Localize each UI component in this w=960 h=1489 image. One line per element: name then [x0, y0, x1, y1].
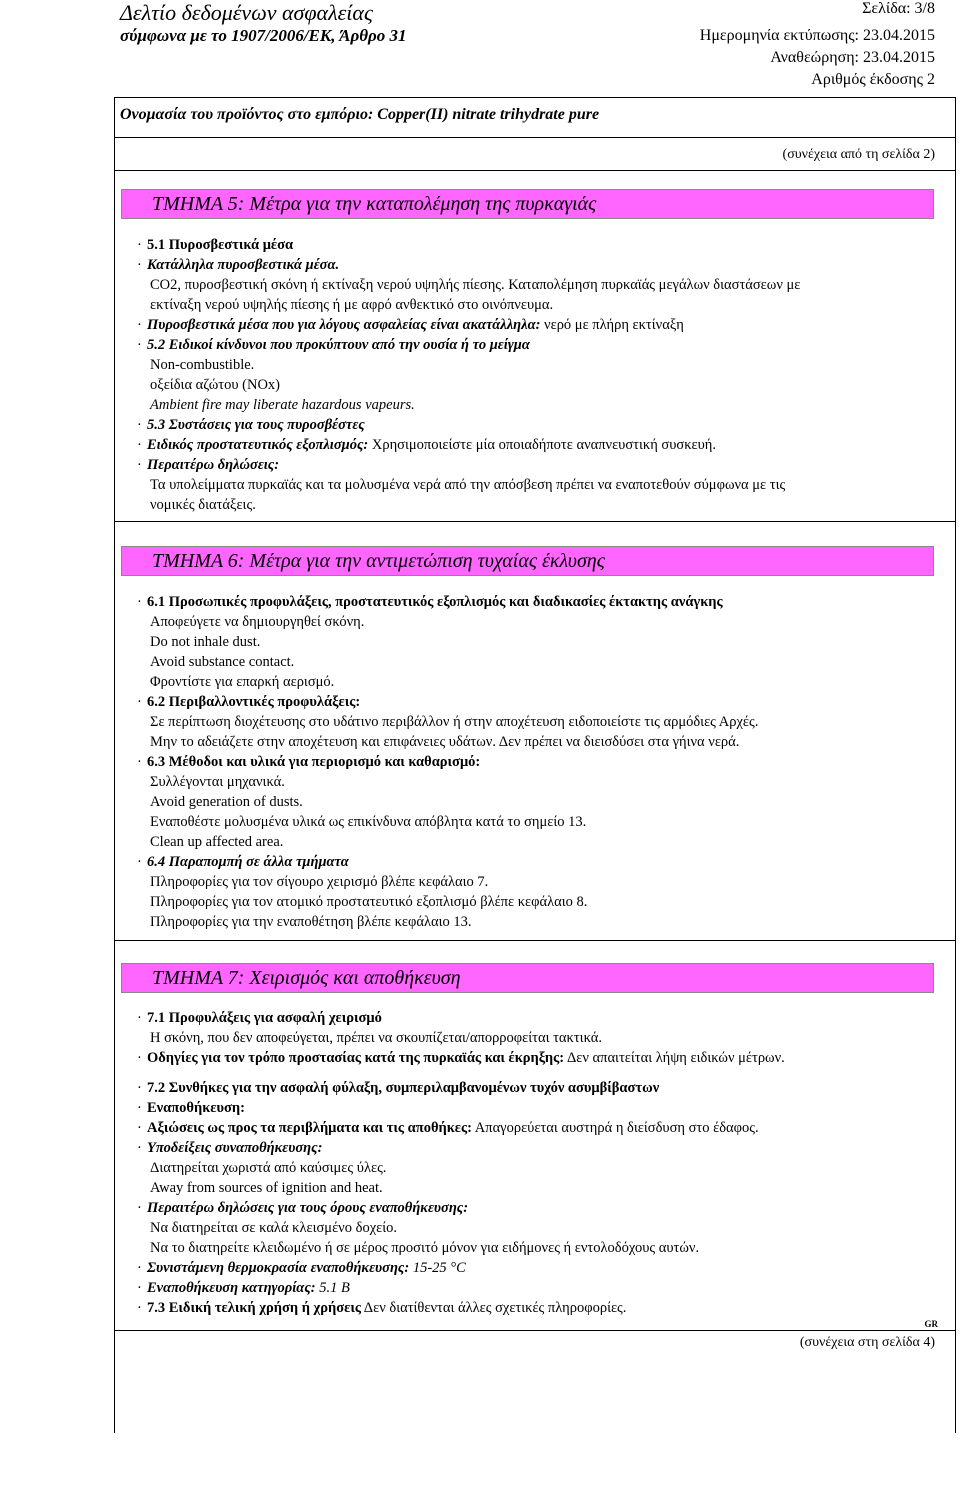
print-date: Ημερομηνία εκτύπωσης: 23.04.2015 — [699, 27, 935, 44]
hazard-text: Ambient fire may liberate hazardous vapeurs. — [150, 397, 415, 413]
section-5-title: ΤΜΗΜΑ 5: Μέτρα για την καταπολέμηση της πυρκαγιάς — [152, 193, 597, 215]
subsection-6-1: · 6.1 Προσωπικές προφυλάξεις, προστατευτικός εξοπλισμός και διαδικασίες έκτακτης ανάγκης — [137, 594, 723, 610]
subsection-6-2: · 6.2 Περιβαλλοντικές προφυλάξεις: — [137, 694, 361, 710]
page-number: Σελίδα: 3/8 — [862, 0, 935, 17]
divider — [114, 137, 956, 138]
product-name: Ονομασία του προϊόντος στο εμπόριο: Copper(II) nitrate trihydrate pure — [120, 106, 600, 123]
storage-class: · Εναποθήκευση κατηγορίας: 5.1 B — [137, 1280, 350, 1296]
divider — [114, 521, 956, 522]
subsection-6-4: · 6.4 Παραπομπή σε άλλα τμήματα — [137, 854, 349, 870]
storage-requirements: · Αξιώσεις ως προς τα περιβλήματα και τις αποθήκες: Απαγορεύεται αυστηρά η διείσδυση στο έδαφος. — [137, 1120, 759, 1136]
reference-text: Πληροφορίες για την εναποθέτηση βλέπε κεφάλαιο 13. — [150, 914, 472, 930]
subsection-7-1: · 7.1 Προφυλάξεις για ασφαλή χειρισμό — [137, 1010, 382, 1026]
further-info-text: νομικές διατάξεις. — [150, 497, 256, 513]
subsection-7-2: · 7.2 Συνθήκες για την ασφαλή φύλαξη, συμπεριλαμβανομένων τυχόν ασυμβίβαστων — [137, 1080, 660, 1096]
section-7-title: ΤΜΗΜΑ 7: Χειρισμός και αποθήκευση — [152, 967, 461, 989]
precaution-text: Φροντίστε για επαρκή αερισμό. — [150, 674, 335, 690]
fire-protection: · Οδηγίες για τον τρόπο προστασίας κατά της πυρκαϊάς και έκρηξης: Δεν απαιτείται λήψη ειδικών μέτρων. — [137, 1050, 785, 1066]
continued-to: (συνέχεια στη σελίδα 4) — [799, 1335, 935, 1350]
joint-storage-text: Away from sources of ignition and heat. — [150, 1180, 383, 1196]
section-6-header — [121, 546, 934, 576]
cleanup-text: Clean up affected area. — [150, 834, 284, 850]
document-title: Δελτίο δεδομένων ασφαλείας — [120, 0, 373, 25]
regulation-subtitle: σύμφωνα με το 1907/2006/ΕΚ, Άρθρο 31 — [120, 26, 407, 45]
hazard-text: οξείδια αζώτου (NOx) — [150, 377, 281, 393]
reference-text: Πληροφορίες για τον σίγουρο χειρισμό βλέπε κεφάλαιο 7. — [150, 874, 489, 890]
subsection-5-2: · 5.2 Ειδικοί κίνδυνοι που προκύπτουν από την ουσία ή το μείγμα — [137, 337, 530, 353]
further-info-text: Τα υπολείμματα πυρκαϊάς και τα μολυσμένα νερά από την απόσβεση πρέπει να εναποτεθούν σύμφωνα με τις — [150, 477, 786, 493]
unsuitable-media: · Πυροσβεστικά μέσα που για λόγους ασφαλείας είναι ακατάλληλα: νερό με πλήρη εκτίναξη — [137, 317, 684, 333]
section-7-header — [121, 963, 934, 993]
precaution-text: Αποφεύγετε να δημιουργηθεί σκόνη. — [150, 614, 365, 630]
divider — [114, 1330, 956, 1331]
divider — [114, 170, 956, 171]
reference-text: Πληροφορίες για τον ατομικό προστατευτικό εξοπλισμό βλέπε κεφάλαιο 8. — [150, 894, 588, 910]
section-5-header — [121, 189, 934, 219]
subsection-5-1: · 5.1 Πυροσβεστικά μέσα — [137, 237, 294, 253]
hazard-text: Non-combustible. — [150, 357, 255, 373]
section-6-title: ΤΜΗΜΑ 6: Μέτρα για την αντιμετώπιση τυχαίας έκλυσης — [152, 550, 605, 572]
cleanup-text: Εναποθέστε μολυσμένα υλικά ως επικίνδυνα απόβλητα κατά το σημείο 13. — [150, 814, 587, 830]
revision-date: Αναθεώρηση: 23.04.2015 — [770, 49, 935, 66]
precaution-text: Avoid substance contact. — [150, 654, 295, 670]
suitable-media-text: CO2, πυροσβεστική σκόνη ή εκτίναξη νερού υψηλής πίεσης. Καταπολέμηση πυρκαϊάς μεγάλων διαστάσεων με — [150, 277, 801, 293]
storage-label: · Εναποθήκευση: — [137, 1100, 245, 1116]
storage-conditions-label: · Περαιτέρω δηλώσεις για τους όρους εναποθήκευσης: — [137, 1200, 469, 1216]
subsection-5-3: · 5.3 Συστάσεις για τους πυροσβέστες — [137, 417, 365, 433]
storage-conditions-text: Να το διατηρείτε κλειδωμένο ή σε μέρος προσιτό μόνον για ειδήμονες ή εντολοδόχους αυτών. — [150, 1240, 700, 1256]
protective-equipment: · Ειδικός προστατευτικός εξοπλισμός: Χρησιμοποιείστε μία οποιαδήποτε αναπνευστική συσκευή. — [137, 437, 717, 453]
divider — [114, 940, 956, 941]
joint-storage-label: · Υποδείξεις συναποθήκευσης: — [137, 1140, 323, 1156]
handling-text: Η σκόνη, που δεν αποφεύγεται, πρέπει να σκουπίζεται/απορροφείται τακτικά. — [150, 1030, 602, 1046]
cleanup-text: Avoid generation of dusts. — [150, 794, 303, 810]
subsection-6-3: · 6.3 Μέθοδοι και υλικά για περιορισμό και καθαρισμό: — [137, 754, 481, 770]
continued-from: (συνέχεια από τη σελίδα 2) — [782, 147, 935, 162]
cleanup-text: Συλλέγονται μηχανικά. — [150, 774, 285, 790]
language-code: GR — [924, 1319, 938, 1329]
suitable-media-label: · Κατάλληλα πυροσβεστικά μέσα. — [137, 257, 340, 273]
environmental-text: Σε περίπτωση διοχέτευσης στο υδάτινο περιβάλλον ή στην αποχέτευση ειδοποιείστε τις αρμόδιες Αρχές. — [150, 714, 759, 730]
storage-temperature: · Συνιστάμενη θερμοκρασία εναποθήκευσης: 15-25 °C — [137, 1260, 466, 1276]
joint-storage-text: Διατηρείται χωριστά από καύσιμες ύλες. — [150, 1160, 387, 1176]
subsection-7-3: · 7.3 Ειδική τελική χρήση ή χρήσεις Δεν διατίθενται άλλες σχετικές πληροφορίες. — [137, 1300, 627, 1316]
storage-conditions-text: Να διατηρείται σε καλά κλεισμένο δοχείο. — [150, 1220, 397, 1236]
further-info-label: · Περαιτέρω δηλώσεις: — [137, 457, 280, 473]
precaution-text: Do not inhale dust. — [150, 634, 261, 650]
version-number: Αριθμός έκδοσης 2 — [811, 71, 935, 88]
suitable-media-text: εκτίναξη νερού υψηλής πίεσης ή με αφρό ανθεκτικό στο οινόπνευμα. — [150, 297, 554, 313]
environmental-text: Μην το αδειάζετε στην αποχέτευση και επιφάνειες υδάτων. Δεν πρέπει να διεισδύσει στα γήινα νερά. — [150, 734, 740, 750]
